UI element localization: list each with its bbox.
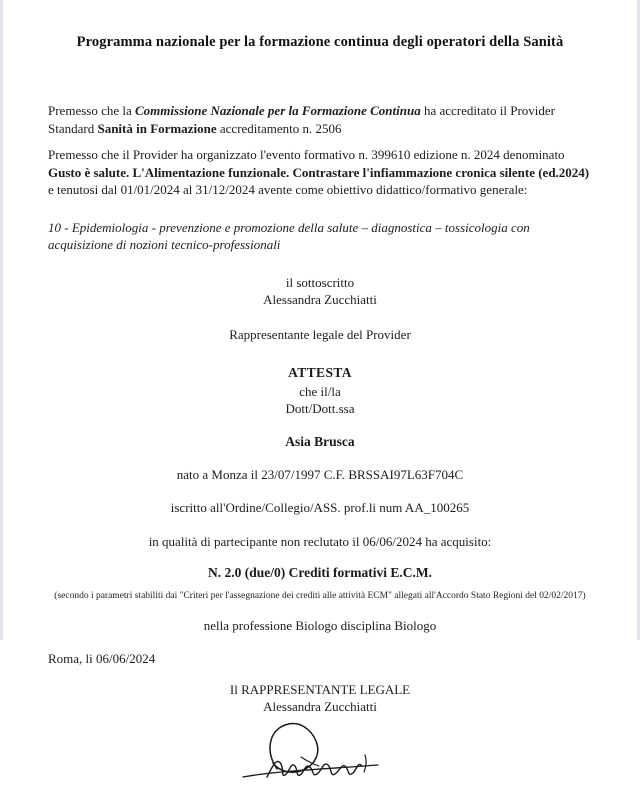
representative-label: Il RAPPRESENTANTE LEGALE [229, 681, 411, 697]
ecm-credits: N. 2.0 (due/0) Crediti formativi E.C.M. [208, 564, 432, 580]
undersigned-role: Rappresentante legale del Provider [229, 326, 411, 342]
undersigned-name: Alessandra Zucchiatti [263, 291, 377, 307]
educational-objective: 10 - Epidemiologia - prevenzione e promozione della salute – diagnostica – tossicologia con acquisizione di nozioni tecnico-professionali [48, 219, 530, 252]
event-lead-text: Premesso che il Provider ha organizzato l'evento formativo n. 399610 edizione n. 2024 denominato [48, 147, 565, 162]
page-content [48, 0, 592, 787]
credits-fineprint: (secondo i parametri stabiliti dai "Criteri per l'assegnazione dei crediti alle attività ECM" allegati all'Accordo Stato Regioni del 02/02/2017) [54, 590, 586, 601]
premessa-lead-text: Premesso che la [48, 103, 136, 118]
participant-birth-and-fiscal-code: nato a Monza il 23/07/1997 C.F. BRSSAI97L63F704C [176, 466, 464, 482]
provider-name: Sanità in Formazione [97, 120, 217, 136]
undersigned-label: il sottoscritto [285, 274, 355, 290]
page-title: Programma nazionale per la formazione continua degli operatori della Sanità [76, 34, 564, 50]
accreditation-number-text: accreditamento n. 2506 [216, 120, 342, 136]
city-and-date: Roma, li 06/06/2024 [48, 650, 156, 666]
participant-name: Asia Brusca [285, 433, 355, 449]
participation-statement: in qualità di partecipante non reclutato il 06/06/2024 ha acquisito: [148, 533, 492, 549]
representative-name: Alessandra Zucchiatti [263, 698, 377, 714]
premessa-middle-text: ha accreditato il Provider Standard [48, 103, 555, 136]
signature-block [48, 717, 592, 787]
participant-title-label: Dott/Dott.ssa [285, 400, 355, 416]
event-period-text: e tenutosi dal 01/01/2024 al 31/12/2024 avente come obiettivo didattico/formativo generale: [48, 182, 528, 197]
attesta-that-label: che il/la [299, 383, 341, 399]
premessa-event-paragraph [48, 146, 592, 199]
attesta-heading: ATTESTA [288, 364, 352, 380]
premessa-provider-paragraph [48, 102, 592, 137]
participant-registry-number: iscritto all'Ordine/Collegio/ASS. prof.li num AA_100265 [170, 499, 470, 515]
event-title: Gusto è salute. L'Alimentazione funzionale. Contrastare l'infiammazione cronica silente (ed.2024) [48, 164, 590, 180]
profession-discipline: nella professione Biologo disciplina Biologo [203, 617, 437, 633]
commission-name: Commissione Nazionale per la Formazione Continua [135, 103, 421, 118]
handwritten-signature-icon [215, 717, 425, 787]
